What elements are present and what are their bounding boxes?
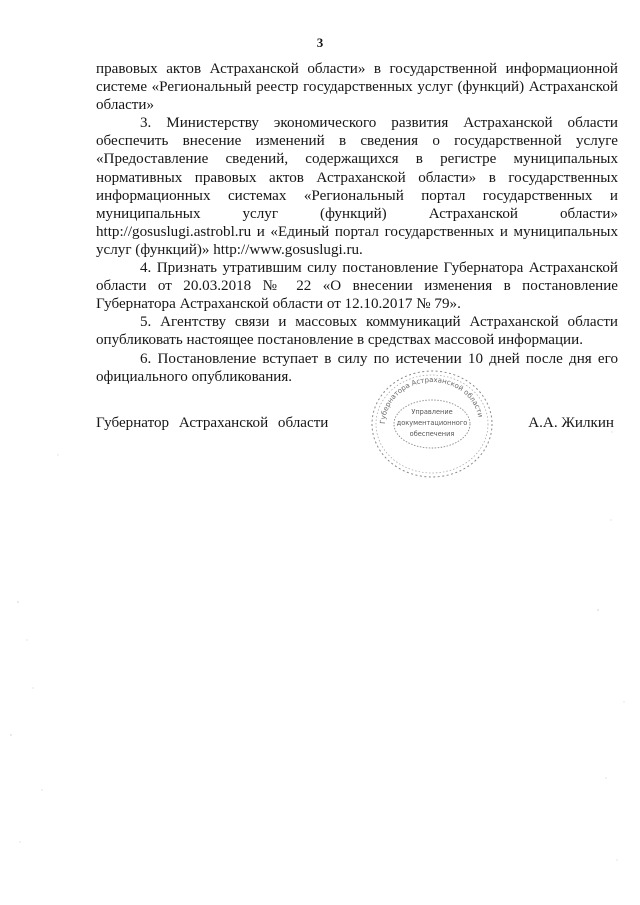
paragraph-item-4: 4. Признать утратившим силу постановление Губернатора Астраханской области от 20.03.2018 № 22 «О внесении изменения в постановление Губернатора Астраханской области от 12.10.2017 № 79». (96, 260, 618, 313)
paragraph-item-5: 5. Агентству связи и массовых коммуникаций Астраханской области опубликовать настоящее постановление в средствах массовой информации. (96, 314, 618, 349)
seal-center-line-2: документационного (396, 419, 468, 427)
signer-title: Губернатор Астраханской области (96, 415, 329, 431)
paragraph-item-6: 6. Постановление вступает в силу по истечении 10 дней после дня его официального опубликования. (96, 350, 618, 385)
seal-ring-text: Губернатора Астраханской области (378, 375, 485, 425)
paragraph-item-3: 3. Министерству экономического развития Астраханской области обеспечить внесение изменений в сведения о государственной услуге «Предоставление сведений, содержащихся в регистре муниципальных нормативных правовых актов Астраханской области» в государственных информационных системах «Региональный портал государственных и муниципальных услуг (функций) Астраханской области» http://gosuslugi.astrobl.ru и «Единый портал государственных и муниципальных услуг (функций)» http://www.gosuslugi.ru. (96, 115, 618, 258)
seal-center-line-1: Управление (411, 408, 453, 416)
paragraph-continuation: правовых актов Астраханской области» в государственной информационной системе «Региональный реестр государственных услуг (функций) Астраханской области» (96, 61, 618, 114)
seal-center-line-3: обеспечения (409, 430, 455, 438)
page-number: 3 (316, 35, 324, 50)
signer-name: А.А. Жилкин (528, 415, 614, 431)
